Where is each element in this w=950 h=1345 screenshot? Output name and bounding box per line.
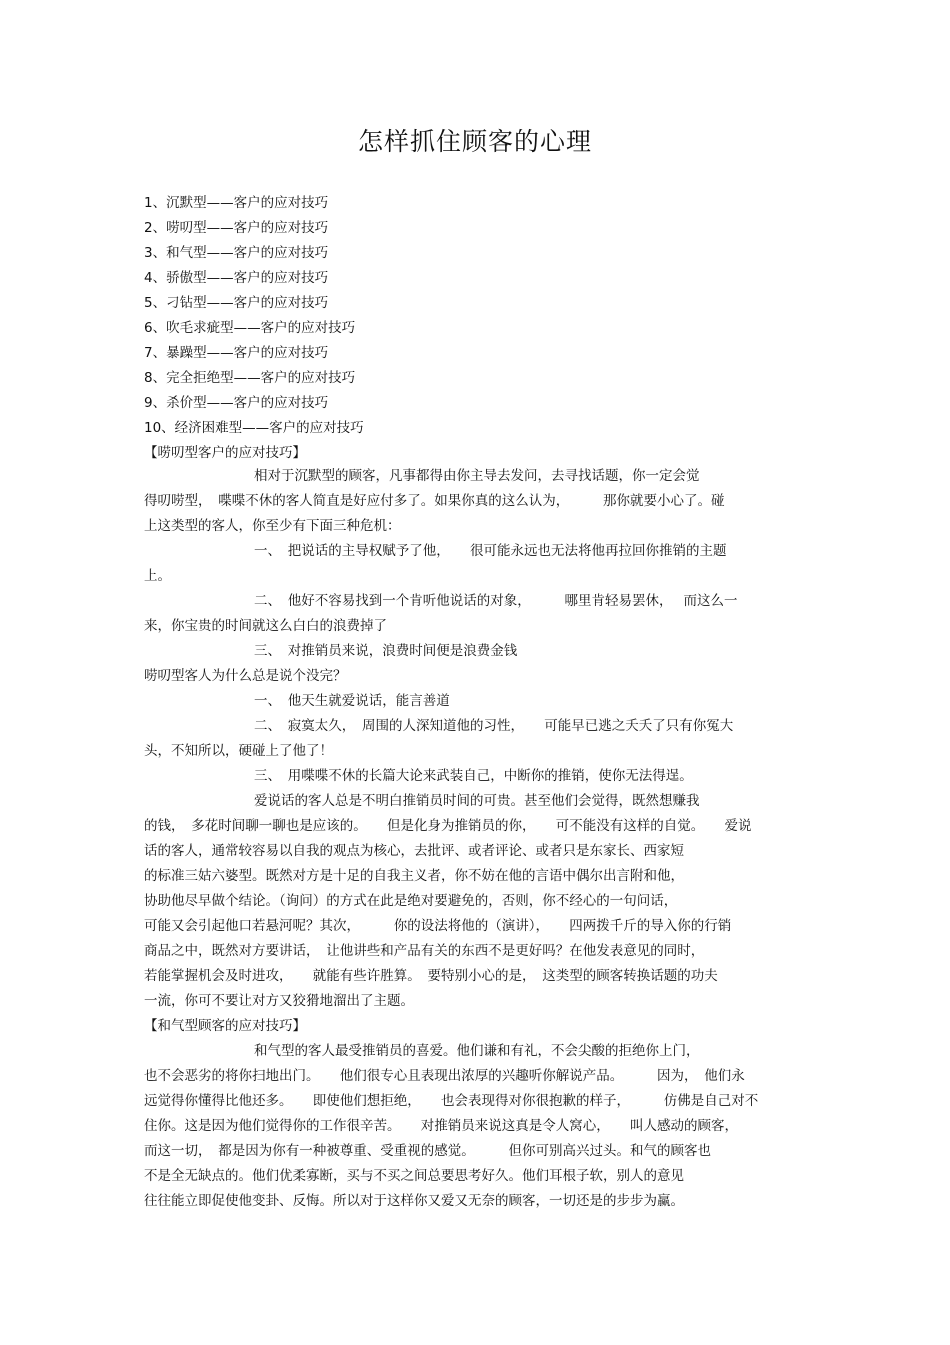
- paragraph-line: 往往能立即促使他变卦、反悔。所以对于这样你又爱又无奈的顾客，一切还是的步步为赢。: [144, 1193, 684, 1209]
- paragraph-line: 话的客人，通常较容易以自我的观点为核心，去批评、或者评论、或者只是东家长、西家短: [144, 843, 684, 859]
- paragraph-line: 头，不知所以，硬碰上了他了！: [144, 743, 333, 759]
- paragraph-line: 唠叨型客人为什么总是说个没完？: [144, 668, 347, 684]
- toc-item: 8、完全拒绝型——客户的应对技巧: [144, 370, 356, 386]
- paragraph-line: 一流，你可不要让对方又狡猾地溜出了主题。: [144, 993, 414, 1009]
- paragraph-line: 三、 用喋喋不休的长篇大论来武装自己，中断你的推销，使你无法得逞。: [254, 768, 693, 784]
- paragraph-line: 一、 把说话的主导权赋予了他， 很可能永远也无法将他再拉回你推销的主题: [254, 543, 727, 559]
- paragraph-line: 二、 他好不容易找到一个肯听他说话的对象， 哪里肯轻易罢休， 而这么一: [254, 593, 738, 609]
- paragraph-line: 得叨唠型， 喋喋不休的客人简直是好应付多了。如果你真的这么认为， 那你就要小心了。碰: [144, 493, 725, 509]
- paragraph-line: 远觉得你懂得比他还多。 即使他们想拒绝， 也会表现得对你很抱歉的样子， 仿佛是自己对不: [144, 1093, 759, 1109]
- paragraph-line: 若能掌握机会及时进攻， 就能有些许胜算。 要特别小心的是， 这类型的顾客转换话题的功夫: [144, 968, 718, 984]
- toc-item: 4、骄傲型——客户的应对技巧: [144, 270, 329, 286]
- paragraph-line: 也不会恶劣的将你扫地出门。 他们很专心且表现出浓厚的兴趣听你解说产品。 因为， 他们永: [144, 1068, 745, 1084]
- toc-item: 9、杀价型——客户的应对技巧: [144, 395, 329, 411]
- paragraph-line: 三、 对推销员来说，浪费时间便是浪费金钱: [254, 643, 518, 659]
- paragraph-line: 而这一切， 都是因为你有一种被尊重、受重视的感觉。 但你可别高兴过头。和气的顾客也: [144, 1143, 711, 1159]
- paragraph-line: 可能又会引起他口若悬河呢？其次， 你的设法将他的（演讲）， 四两拨千斤的导入你的行销: [144, 918, 732, 934]
- paragraph-line: 二、 寂寞太久， 周围的人深知道他的习性， 可能早已逃之夭夭了只有你冤大: [254, 718, 734, 734]
- toc-item: 5、刁钻型——客户的应对技巧: [144, 295, 329, 311]
- paragraph-line: 协助他尽早做个结论。（询问）的方式在此是绝对要避免的，否则，你不经心的一句问话，: [144, 893, 678, 909]
- toc-item: 1、沉默型——客户的应对技巧: [144, 195, 329, 211]
- paragraph-line: 相对于沉默型的顾客，凡事都得由你主导去发问，去寻找话题，你一定会觉: [254, 468, 700, 484]
- toc-item: 6、吹毛求疵型——客户的应对技巧: [144, 320, 356, 336]
- document-title: 怎样抓住顾客的心理: [357, 127, 592, 156]
- paragraph-line: 的钱， 多花时间聊一聊也是应该的。 但是化身为推销员的你， 可不能没有这样的自觉。 爱说: [144, 818, 752, 834]
- paragraph-line: 爱说话的客人总是不明白推销员时间的可贵。甚至他们会觉得，既然想赚我: [254, 793, 700, 809]
- paragraph-line: 上。: [144, 568, 171, 584]
- paragraph-line: 住你。这是因为他们觉得你的工作很辛苦。 对推销员来说这真是令人窝心， 叫人感动的顾客，: [144, 1118, 738, 1134]
- paragraph-line: 的标准三姑六婆型。既然对方是十足的自我主义者，你不妨在他的言语中偶尔出言附和他，: [144, 868, 684, 884]
- paragraph-line: 和气型的客人最受推销员的喜爱。他们谦和有礼，不会尖酸的拒绝你上门，: [254, 1043, 700, 1059]
- paragraph-line: 上这类型的客人，你至少有下面三种危机：: [144, 518, 401, 534]
- toc-item: 2、唠叨型——客户的应对技巧: [144, 220, 329, 236]
- paragraph-line: 来，你宝贵的时间就这么白白的浪费掉了: [144, 618, 387, 634]
- toc-item: 10、经济困难型——客户的应对技巧: [144, 420, 364, 436]
- section-heading: 【唠叨型客户的应对技巧】: [144, 445, 306, 461]
- section-heading: 【和气型顾客的应对技巧】: [144, 1018, 306, 1034]
- toc-item: 7、暴躁型——客户的应对技巧: [144, 345, 329, 361]
- paragraph-line: 不是全无缺点的。他们优柔寡断，买与不买之间总要思考好久。他们耳根子软，别人的意见: [144, 1168, 684, 1184]
- paragraph-line: 一、 他天生就爱说话，能言善道: [254, 693, 450, 709]
- toc-item: 3、和气型——客户的应对技巧: [144, 245, 329, 261]
- paragraph-line: 商品之中，既然对方要讲话， 让他讲些和产品有关的东西不是更好吗？在他发表意见的同时，: [144, 943, 705, 959]
